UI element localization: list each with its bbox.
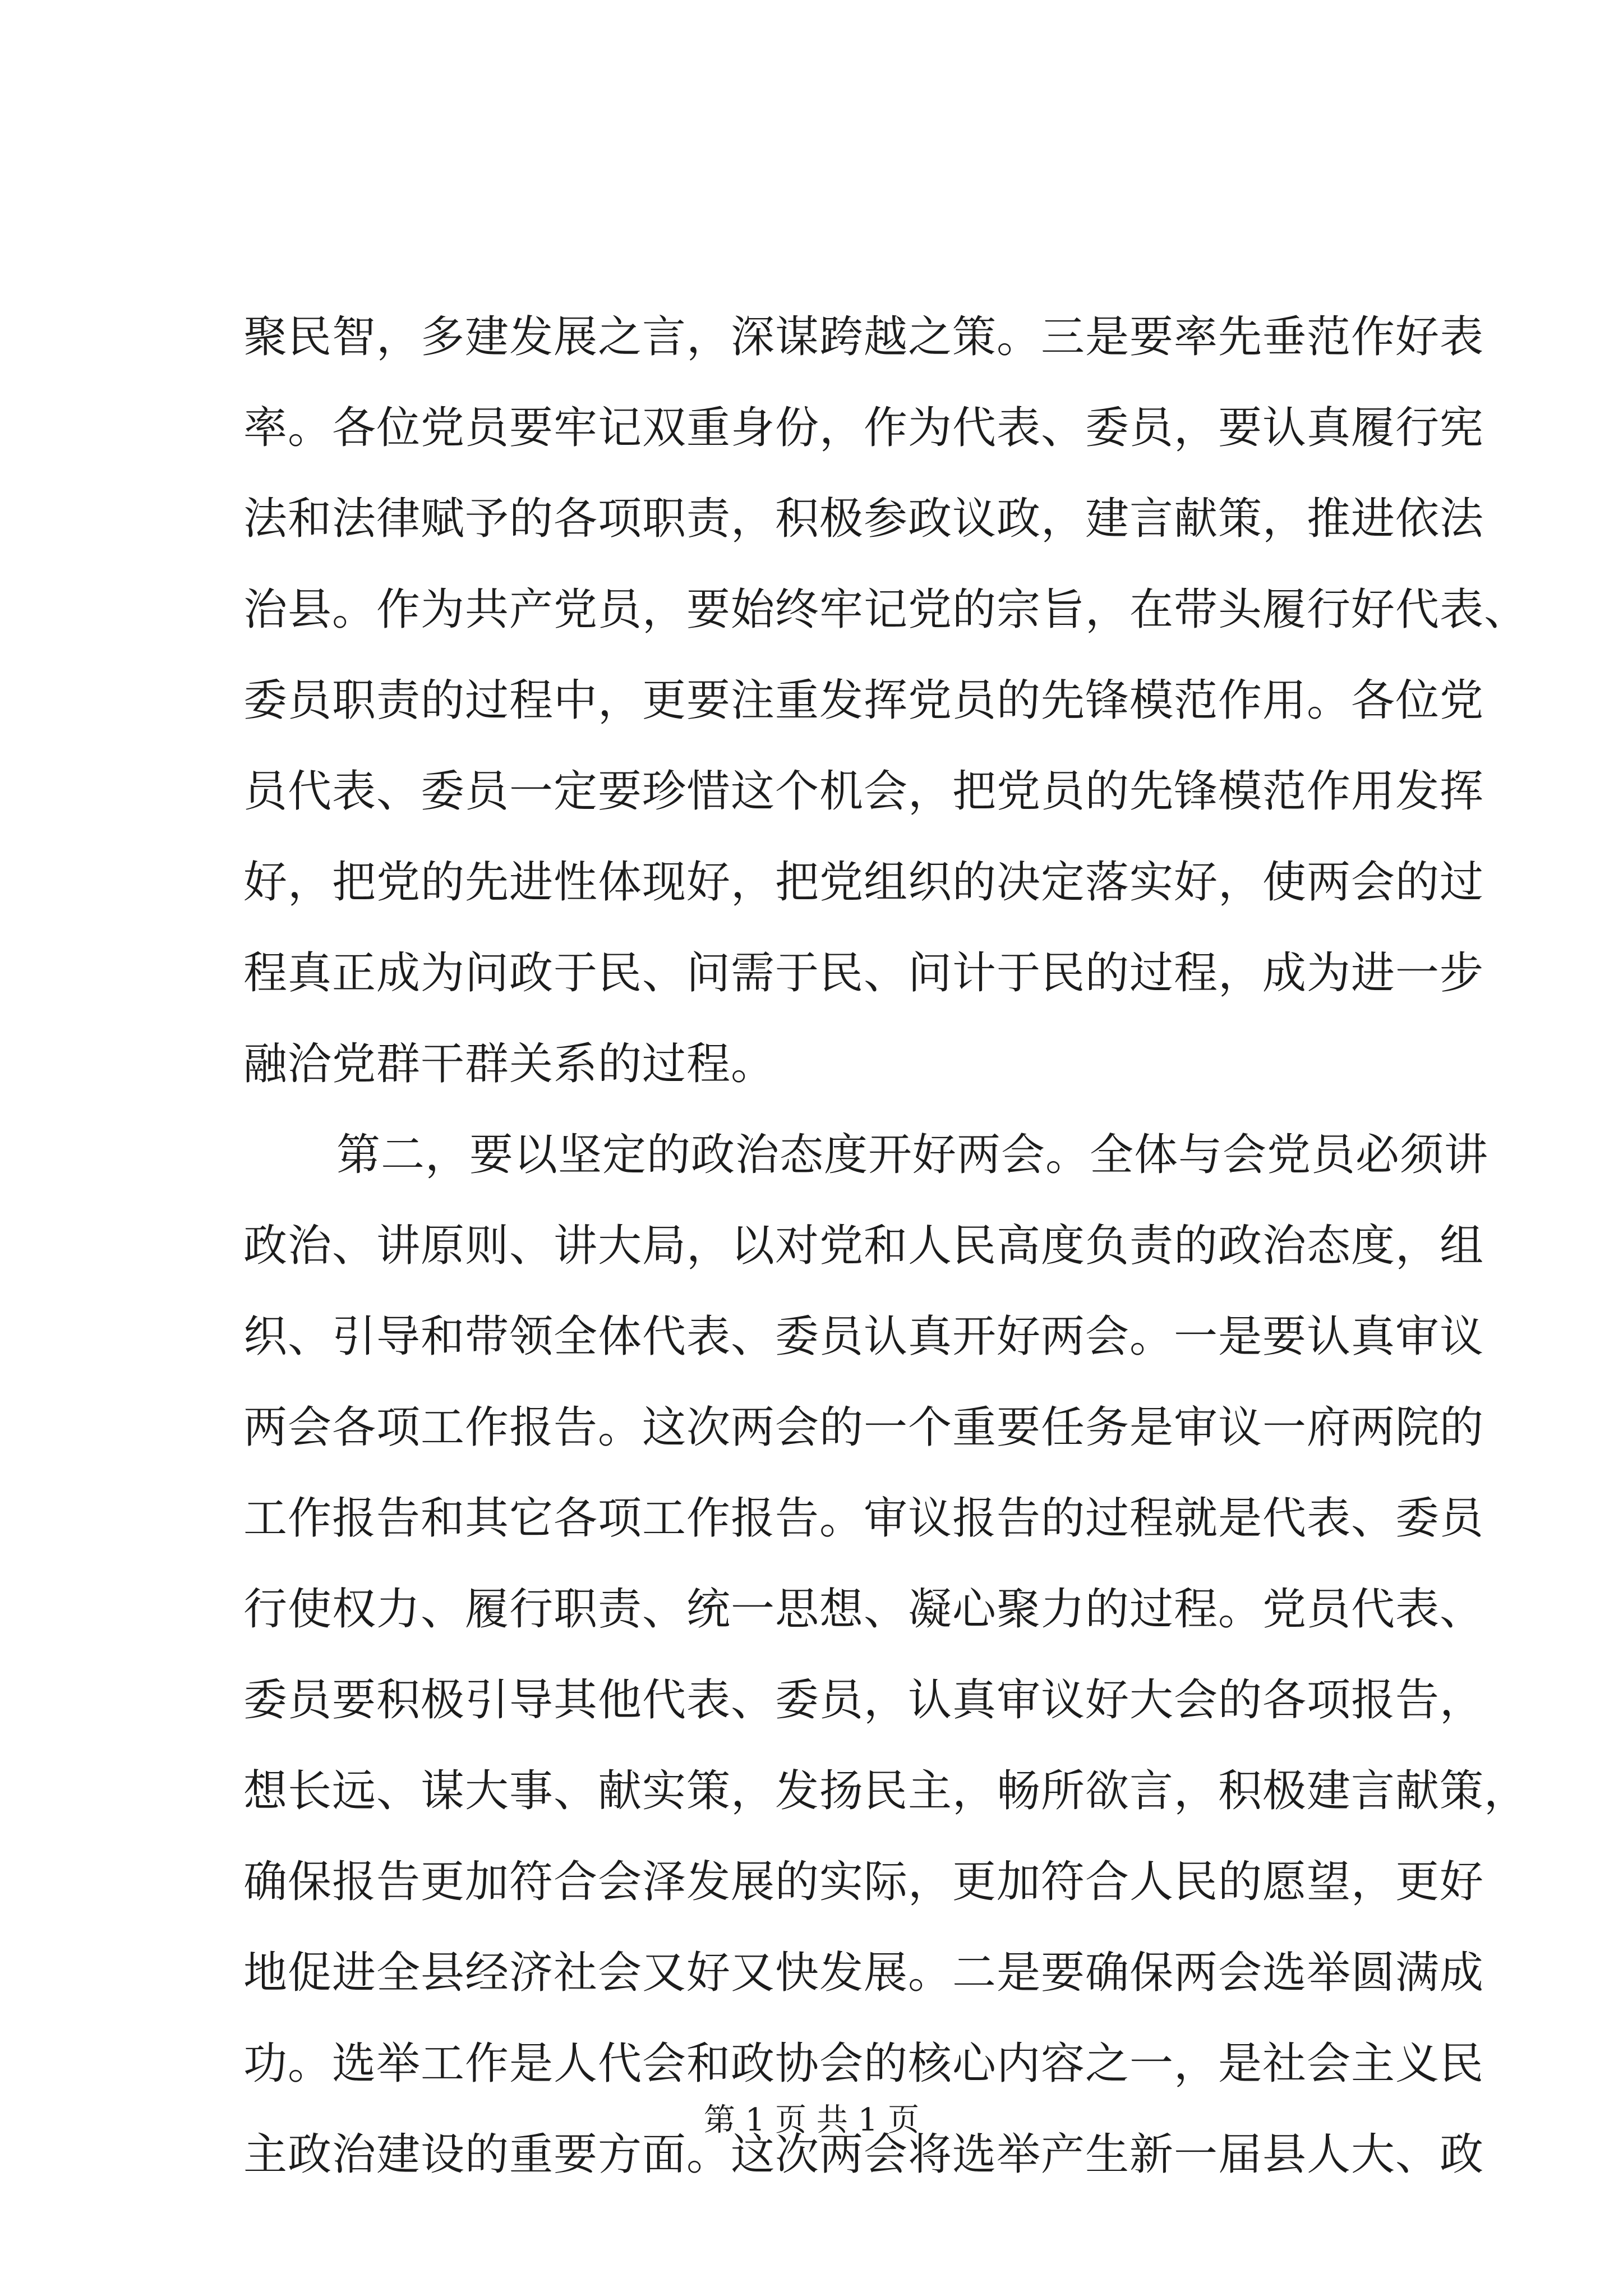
paragraph-1: [243, 292, 1529, 1110]
text-line: 织、引导和带领全体代表、委员认真开好两会。一是要认真审议: [243, 1312, 1484, 1362]
document-body: [243, 292, 1529, 2200]
text-line: 率。各位党员要牢记双重身份，作为代表、委员，要认真履行宪: [243, 403, 1484, 453]
text-line: 政治、讲原则、讲大局，以对党和人民高度负责的政治态度，组: [243, 1221, 1484, 1271]
text-line: 主政治建设的重要方面。这次两会将选举产生新一届县人大、政: [243, 2129, 1484, 2180]
text-line: 行使权力、履行职责、统一思想、凝心聚力的过程。党员代表、: [243, 1584, 1484, 1635]
text-line: 法和法律赋予的各项职责，积极参政议政，建言献策，推进依法: [243, 494, 1484, 544]
text-line: 确保报告更加符合会泽发展的实际，更加符合人民的愿望，更好: [243, 1857, 1484, 1907]
text-line: 委员职责的过程中，更要注重发挥党员的先锋模范作用。各位党: [243, 675, 1484, 726]
text-line: 工作报告和其它各项工作报告。审议报告的过程就是代表、委员: [243, 1493, 1484, 1544]
text-line: 好，把党的先进性体现好，把党组织的决定落实好，使两会的过: [243, 857, 1484, 908]
text-line: 两会各项工作报告。这次两会的一个重要任务是审议一府两院的: [243, 1402, 1484, 1453]
text-line: 功。选举工作是人代会和政协会的核心内容之一，是社会主义民: [243, 2039, 1484, 2089]
page-number-footer: 第 1 页 共 1 页: [703, 2102, 920, 2138]
text-line: 委员要积极引导其他代表、委员，认真审议好大会的各项报告，: [243, 1675, 1484, 1726]
text-line: 融洽党群干群关系的过程。: [243, 1039, 776, 1089]
text-line: 治县。作为共产党员，要始终牢记党的宗旨，在带头履行好代表、: [243, 585, 1529, 635]
text-line: 程真正成为问政于民、问需于民、问计于民的过程，成为进一步: [243, 948, 1484, 999]
paragraph-2: [243, 1110, 1529, 2200]
text-line: 第二，要以坚定的政治态度开好两会。全体与会党员必须讲: [336, 1130, 1489, 1180]
text-line: 想长远、谋大事、献实策，发扬民主，畅所欲言，积极建言献策，: [243, 1766, 1529, 1816]
text-line: 聚民智，多建发展之言，深谋跨越之策。三是要率先垂范作好表: [243, 312, 1484, 362]
text-line: 员代表、委员一定要珍惜这个机会，把党员的先锋模范作用发挥: [243, 766, 1484, 817]
text-line: 地促进全县经济社会又好又快发展。二是要确保两会选举圆满成: [243, 1948, 1484, 1998]
